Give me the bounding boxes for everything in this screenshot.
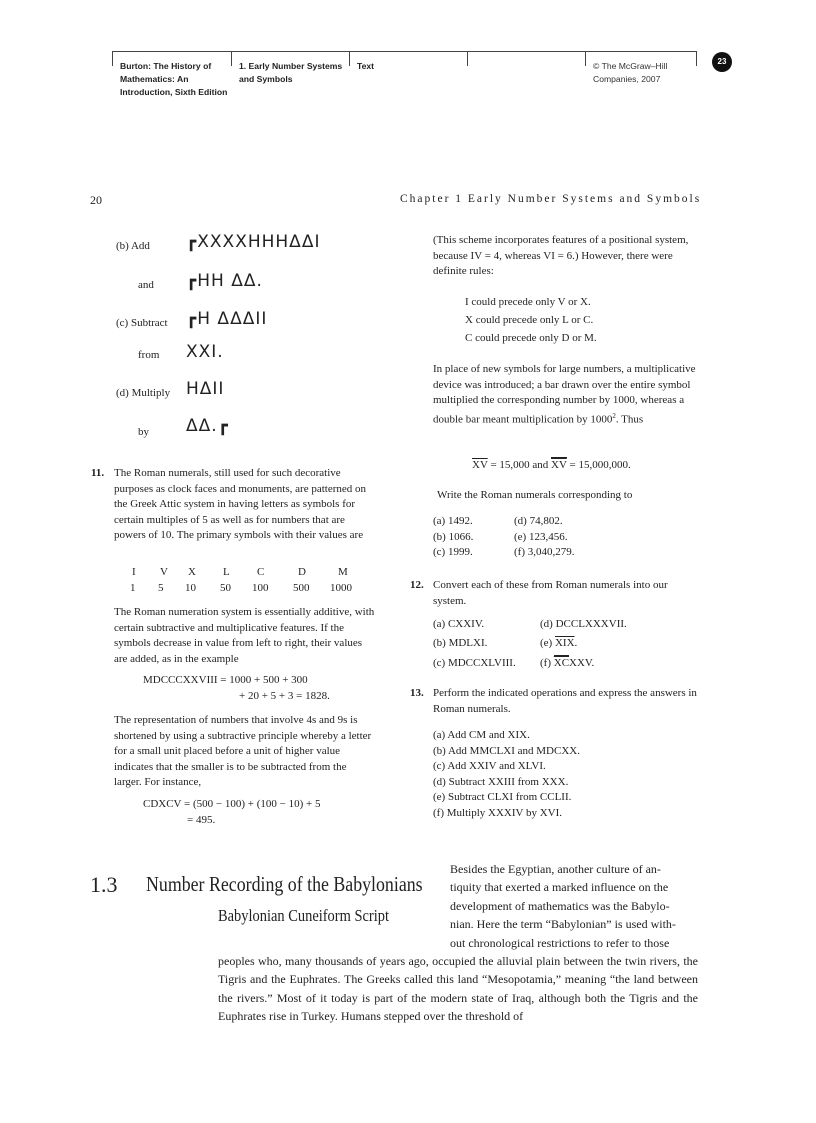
list-item: (d) DCCLXXXVII. [540,618,627,630]
roman-symbol: C [257,566,265,578]
list-item: (a) 1492. [433,515,473,527]
list-item: (a) CXXIV. [433,618,485,630]
header-rule [112,51,696,52]
exercise-12-text: Convert each of these from Roman numerals into our system. [433,579,668,607]
roman-symbol: L [223,566,230,578]
list-item: (d) 74,802. [514,515,563,527]
header-divider [231,51,232,66]
attic-numeral-b1: ┏XXXXHHHΔΔI [186,232,321,252]
roman-symbol: D [298,566,306,578]
number-list-left [433,514,473,561]
attic-numeral-d1: HΔII [186,379,225,399]
header-type: Text [357,61,375,71]
header-divider [585,51,586,66]
list-item: (e) Subtract CLXI from CCLII. [433,791,572,804]
roman-value: 5 [158,582,164,594]
list-item: (e) $\overline{XIX}$. [540,637,578,649]
running-head-chapter: Chapter 1 Early Number Systems and Symbols [400,193,702,205]
attic-numeral-c1: ┏H ΔΔΔII [186,309,268,329]
section-body: peoples who, many thousands of years ago, occupied the alluvial plain between the twin rivers, the Tigris and the Euphrates. The Greeks called this land “Mesopotamia,” meaning “the land between the rivers.” Most of it today is part of the modern state of Iraq, although both the Tigris and the Euphrates rise in Turkey. Humans stepped over the threshold of [218,954,698,1024]
attic-numeral-d2: ΔΔ.┏ [186,416,229,436]
operation-list [433,728,580,822]
exercise-d-by: by [138,426,149,438]
attic-pente-icon: ┏ [186,232,198,252]
list-item: (b) Add MMCLXI and MDCXX. [433,744,580,757]
positional-note: (This scheme incorporates features of a positional system, because IV = 4, whereas VI = 6.) However, there were definite rules: [433,234,689,278]
equation: MDCCCXXVIII = 1000 + 500 + 300 [143,674,308,686]
page-badge: 23 [712,52,732,72]
section-number: 1.3 [90,872,118,897]
exercise-c-label: (c) Subtract [116,317,168,329]
list-item: (c) 1999. [433,546,473,559]
multiplicative-note: In place of new symbols for large numbers, a multiplicative device was introduced; a bar drawn over the entire symbol multiplied the corresponding number by 1000, whereas a double bar meant multiplication by 1000$^2$. Thus [433,363,696,426]
list-item: (f) $\overline{XC}XXV$. [540,657,595,669]
page-number: 20 [90,193,102,207]
equation: $\overline{XV} = 15,000$ and $\overline{XV} = 15,000,000$. [472,459,631,471]
header-chapter: 1. Early Number Systems and Symbols [239,61,343,84]
list-item: (f) 3,040,279. [514,546,575,559]
rule: C could precede only D or M. [465,332,597,344]
exercise-number: 11. [91,467,105,479]
attic-pente-icon: ┏ [186,309,198,329]
rule: I could precede only V or X. [465,296,591,308]
exercise-13-text: Perform the indicated operations and express the answers in Roman numerals. [433,687,697,715]
list-item: (b) MDLXI. [433,637,488,649]
write-instruction: Write the Roman numerals corresponding to [437,489,633,501]
rule: X could precede only L or C. [465,314,594,326]
header-divider [349,51,350,66]
section-title: Number Recording of the Babylonians [146,872,423,896]
attic-numeral-c2: XXI. [186,342,224,362]
header-copyright: © The McGraw–Hill Companies, 2007 [593,61,668,84]
list-item: (e) 123,456. [514,530,568,543]
equation: CDXCV = (500 − 100) + (100 − 10) + 5 [143,798,321,810]
section-intro: Besides the Egyptian, another culture of an- tiquity that exerted a marked influence on the development of mathematics was the Babylo- nian. Here the term “Babylonian” is used with- out chronological restrictions to refer to those [450,862,676,950]
roman-symbol: X [188,566,196,578]
exercise-11-subtractive: The representation of numbers that involve 4s and 9s is shortened by using a subtractive principle whereby a letter for a small unit placed before a unit of higher value indicates that the smaller is to be subtracted from the larger. For instance, [114,714,372,789]
attic-pente-icon: ┏ [217,416,229,436]
exercise-number: 12. [410,579,424,591]
roman-value: 1000 [330,582,352,594]
exercise-b-and: and [138,279,154,291]
header-book-title: Burton: The History of Mathematics: An Introduction, Sixth Edition [120,61,228,97]
header-divider [112,51,113,66]
exercise-11-intro: The Roman numerals, still used for such decorative purposes as clock faces and monuments, are patterned on the Greek Attic system in having letters as symbols for certain multiples of 5 as well as for numbers that are powers of 10. The primary symbols with their values are [114,467,366,542]
roman-value: 500 [293,582,310,594]
list-item: (a) Add CM and XIX. [433,729,530,741]
roman-symbol: M [338,566,348,578]
roman-value: 50 [220,582,231,594]
list-item: (f) Multiply XXXIV by XVI. [433,806,563,819]
list-item: (b) 1066. [433,530,474,543]
roman-value: 1 [130,582,136,594]
header-divider [696,51,697,66]
list-item: (c) Add XXIV and XLVI. [433,760,546,773]
roman-symbol: I [132,566,136,578]
equation: + 20 + 5 + 3 = 1828. [239,690,330,702]
exercise-11-additive: The Roman numeration system is essentially additive, with certain subtractive and multiplicative features. If the symbols decrease in value from left to right, their values are added, as in the example [114,606,375,665]
roman-symbol: V [160,566,168,578]
header-divider [467,51,468,66]
section-subtitle: Babylonian Cuneiform Script [218,906,389,925]
list-item: (d) Subtract XXIII from XXX. [433,775,569,788]
list-item: (c) MDCCXLVIII. [433,657,516,669]
attic-pente-icon: ┏ [186,271,198,291]
exercise-b-label: (b) Add [116,240,150,252]
exercise-c-from: from [138,349,160,361]
exercise-number: 13. [410,687,424,699]
exercise-d-label: (d) Multiply [116,387,171,399]
attic-numeral-b2: ┏HH ΔΔ. [186,271,263,291]
roman-value: 10 [185,582,196,594]
equation: = 495. [187,814,216,826]
number-list-right [514,514,575,561]
roman-value: 100 [252,582,269,594]
